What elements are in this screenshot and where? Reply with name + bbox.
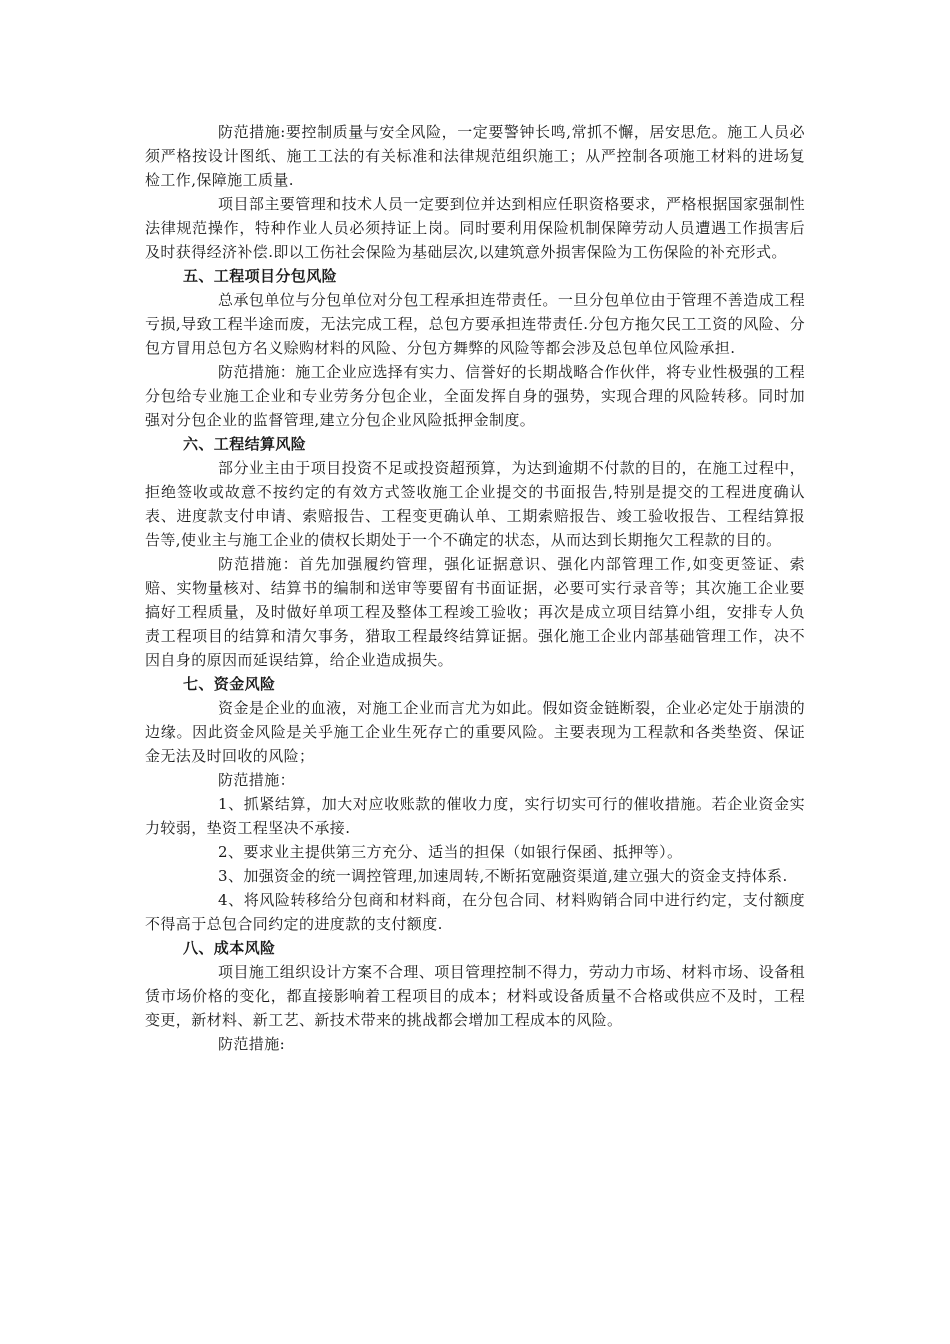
list-item: 1、抓紧结算，加大对应收账款的催收力度，实行切实可行的催收措施。若企业资金实力较弱，垫资工程坚决不承接. <box>145 795 805 837</box>
paragraph: 防范措施：施工企业应选择有实力、信誉好的长期战略合作伙伴，将专业性极强的工程分包给专业施工企业和专业劳务分包企业，全面发挥自身的强势，实现合理的风险转移。同时加强对分包企业的监督管理,建立分包企业风险抵押金制度。 <box>145 363 805 429</box>
section-heading: 七、资金风险 <box>183 675 276 693</box>
document-body <box>145 120 805 1056</box>
section-heading: 六、工程结算风险 <box>183 435 307 453</box>
section-heading: 八、成本风险 <box>183 939 276 957</box>
section-heading: 五、工程项目分包风险 <box>183 267 338 285</box>
paragraph: 防范措施：首先加强履约管理，强化证据意识、强化内部管理工作,如变更签证、索赔、实物量核对、结算书的编制和送审等要留有书面证据，必要可实行录音等；其次施工企业要搞好工程质量，及时做好单项工程及整体工程竣工验收；再次是成立项目结算小组，安排专人负责工程项目的结算和清欠事务，猎取工程最终结算证据。强化施工企业内部基础管理工作，决不因自身的原因而延误结算，给企业造成损失。 <box>145 555 805 669</box>
list-item: 2、要求业主提供第三方充分、适当的担保（如银行保函、抵押等）。 <box>218 843 683 861</box>
list-item: 3、加强资金的统一调控管理,加速周转,不断拓宽融资渠道,建立强大的资金支持体系. <box>218 867 788 885</box>
paragraph: 防范措施:要控制质量与安全风险，一定要警钟长鸣,常抓不懈，居安思危。施工人员必须严格按设计图纸、施工工法的有关标准和法律规范组织施工；从严控制各项施工材料的进场复检工作,保障施工质量. <box>145 123 805 189</box>
paragraph: 部分业主由于项目投资不足或投资超预算，为达到逾期不付款的目的，在施工过程中，拒绝签收或故意不按约定的有效方式签收施工企业提交的书面报告,特别是提交的工程进度确认表、进度款支付申请、索赔报告、工程变更确认单、工期索赔报告、竣工验收报告、工程结算报告等,使业主与施工企业的债权长期处于一个不确定的状态，从而达到长期拖欠工程款的目的。 <box>145 459 805 549</box>
paragraph: 项目施工组织设计方案不合理、项目管理控制不得力，劳动力市场、材料市场、设备租赁市场价格的变化，都直接影响着工程项目的成本；材料或设备质量不合格或供应不及时，工程变更，新材料、新工艺、新技术带来的挑战都会增加工程成本的风险。 <box>145 963 805 1029</box>
paragraph: 防范措施： <box>218 771 296 789</box>
paragraph: 防范措施: <box>218 1035 286 1053</box>
paragraph: 总承包单位与分包单位对分包工程承担连带责任。一旦分包单位由于管理不善造成工程亏损,导致工程半途而废，无法完成工程，总包方要承担连带责任.分包方拖欠民工工资的风险、分包方冒用总包方名义赊购材料的风险、分包方舞弊的风险等都会涉及总包单位风险承担. <box>145 291 805 357</box>
paragraph: 项目部主要管理和技术人员一定要到位并达到相应任职资格要求，严格根据国家强制性法律规范操作，特种作业人员必须持证上岗。同时要利用保险机制保障劳动人员遭遇工作损害后及时获得经济补偿.即以工伤社会保险为基础层次,以建筑意外损害保险为工伤保险的补充形式。 <box>145 195 805 261</box>
list-item: 4、将风险转移给分包商和材料商，在分包合同、材料购销合同中进行约定，支付额度不得高于总包合同约定的进度款的支付额度. <box>145 891 805 933</box>
paragraph: 资金是企业的血液，对施工企业而言尤为如此。假如资金链断裂，企业必定处于崩溃的边缘。因此资金风险是关乎施工企业生死存亡的重要风险。主要表现为工程款和各类垫资、保证金无法及时回收的风险； <box>145 699 805 765</box>
